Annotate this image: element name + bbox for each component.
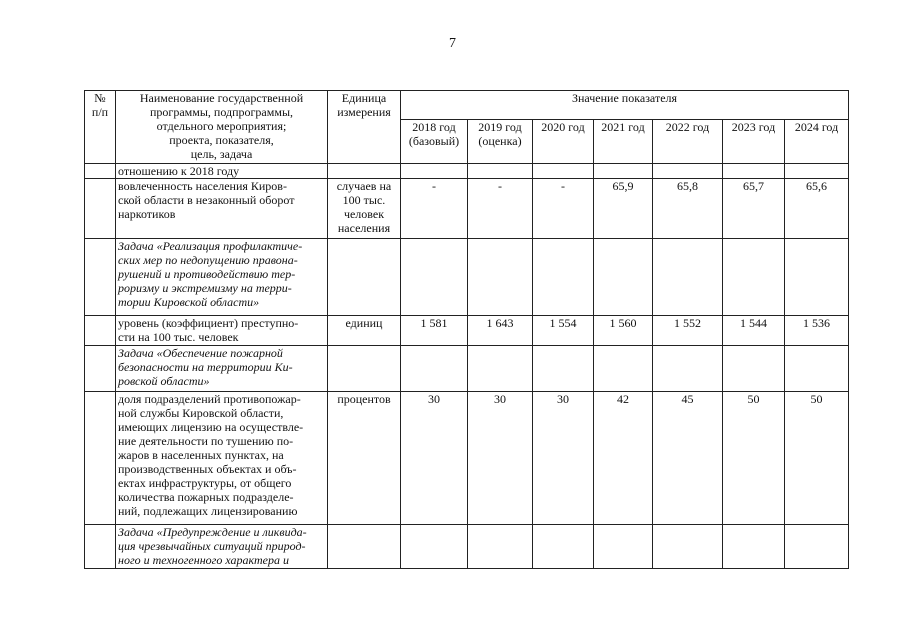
header-year-6: 2024 год bbox=[785, 120, 849, 164]
unit-cell: процентов bbox=[328, 392, 401, 525]
value-cell bbox=[653, 164, 723, 179]
value-cell bbox=[594, 525, 653, 569]
value-cell bbox=[401, 239, 468, 316]
unit-cell bbox=[328, 346, 401, 392]
value-cell bbox=[401, 525, 468, 569]
value-cell: 1 536 bbox=[785, 316, 849, 346]
indicator-name: доля подразделений противопожар- ной службы Кировской области, имеющих лицензию на осуществле- ние деятельности по тушению по- жаров в населенных пунктах, на производственных объектах и объ- ектах инфраструктуры, от общего количества пожарных подразделе- ний, подлежащих лицензированию bbox=[116, 392, 328, 525]
value-cell bbox=[785, 164, 849, 179]
value-cell bbox=[653, 346, 723, 392]
value-cell: - bbox=[401, 179, 468, 239]
value-cell bbox=[653, 239, 723, 316]
unit-cell bbox=[328, 525, 401, 569]
header-num: № п/п bbox=[85, 91, 116, 164]
row-num-cell bbox=[85, 316, 116, 346]
value-cell: 1 544 bbox=[723, 316, 785, 346]
indicators-table bbox=[84, 90, 849, 569]
value-cell: 50 bbox=[785, 392, 849, 525]
value-cell: 30 bbox=[401, 392, 468, 525]
value-cell bbox=[533, 525, 594, 569]
task-row bbox=[85, 346, 849, 392]
row-num-cell bbox=[85, 525, 116, 569]
value-cell: - bbox=[468, 179, 533, 239]
value-cell: 45 bbox=[653, 392, 723, 525]
task-name: Задача «Предупреждение и ликвида- ция чрезвычайных ситуаций природ- ного и техногенного характера и bbox=[116, 525, 328, 569]
header-value-group: Значение показателя bbox=[401, 91, 849, 120]
value-cell bbox=[401, 164, 468, 179]
header-year-4: 2022 год bbox=[653, 120, 723, 164]
indicator-name: вовлеченность населения Киров- ской области в незаконный оборот наркотиков bbox=[116, 179, 328, 239]
value-cell bbox=[594, 346, 653, 392]
value-cell bbox=[468, 239, 533, 316]
value-cell: 50 bbox=[723, 392, 785, 525]
value-cell bbox=[533, 346, 594, 392]
value-cell: - bbox=[533, 179, 594, 239]
value-cell bbox=[785, 525, 849, 569]
value-cell: 1 560 bbox=[594, 316, 653, 346]
unit-cell: случаев на 100 тыс. человек населения bbox=[328, 179, 401, 239]
value-cell bbox=[401, 346, 468, 392]
header-year-3: 2021 год bbox=[594, 120, 653, 164]
continuation-row bbox=[85, 164, 849, 179]
page-number: 7 bbox=[449, 36, 456, 51]
value-cell: 65,7 bbox=[723, 179, 785, 239]
value-cell bbox=[723, 239, 785, 316]
value-cell bbox=[533, 239, 594, 316]
indicator-name: отношению к 2018 году bbox=[116, 164, 328, 179]
row-num-cell bbox=[85, 346, 116, 392]
value-cell: 65,8 bbox=[653, 179, 723, 239]
task-name: Задача «Реализация профилактиче- ских мер по недопущению правона- рушений и противодействию тер- роризму и экстремизму на терри- тории Кировской области» bbox=[116, 239, 328, 316]
value-cell bbox=[723, 346, 785, 392]
header-year-1: 2019 год (оценка) bbox=[468, 120, 533, 164]
value-cell bbox=[594, 239, 653, 316]
value-cell: 30 bbox=[468, 392, 533, 525]
value-cell bbox=[468, 525, 533, 569]
value-cell: 1 552 bbox=[653, 316, 723, 346]
header-year-5: 2023 год bbox=[723, 120, 785, 164]
header-year-0: 2018 год (базовый) bbox=[401, 120, 468, 164]
value-cell bbox=[785, 239, 849, 316]
value-cell: 1 581 bbox=[401, 316, 468, 346]
unit-cell: единиц bbox=[328, 316, 401, 346]
header-year-2: 2020 год bbox=[533, 120, 594, 164]
value-cell: 30 bbox=[533, 392, 594, 525]
header-name: Наименование государственной программы, подпрограммы, отдельного мероприятия; проекта, показателя, цель, задача bbox=[116, 91, 328, 164]
unit-cell bbox=[328, 239, 401, 316]
indicator-row bbox=[85, 179, 849, 239]
value-cell: 1 643 bbox=[468, 316, 533, 346]
task-row bbox=[85, 525, 849, 569]
task-name: Задача «Обеспечение пожарной безопасности на территории Ки- ровской области» bbox=[116, 346, 328, 392]
value-cell: 65,9 bbox=[594, 179, 653, 239]
value-cell bbox=[653, 525, 723, 569]
row-num-cell bbox=[85, 239, 116, 316]
value-cell bbox=[533, 164, 594, 179]
row-num-cell bbox=[85, 164, 116, 179]
value-cell: 65,6 bbox=[785, 179, 849, 239]
value-cell bbox=[468, 346, 533, 392]
value-cell bbox=[785, 346, 849, 392]
value-cell bbox=[468, 164, 533, 179]
indicator-row bbox=[85, 392, 849, 525]
indicator-name: уровень (коэффициент) преступно- сти на 100 тыс. человек bbox=[116, 316, 328, 346]
value-cell: 1 554 bbox=[533, 316, 594, 346]
value-cell bbox=[723, 525, 785, 569]
task-row bbox=[85, 239, 849, 316]
row-num-cell bbox=[85, 179, 116, 239]
value-cell bbox=[723, 164, 785, 179]
row-num-cell bbox=[85, 392, 116, 525]
header-unit: Единица измерения bbox=[328, 91, 401, 164]
value-cell bbox=[594, 164, 653, 179]
value-cell: 42 bbox=[594, 392, 653, 525]
indicator-row bbox=[85, 316, 849, 346]
unit-cell bbox=[328, 164, 401, 179]
